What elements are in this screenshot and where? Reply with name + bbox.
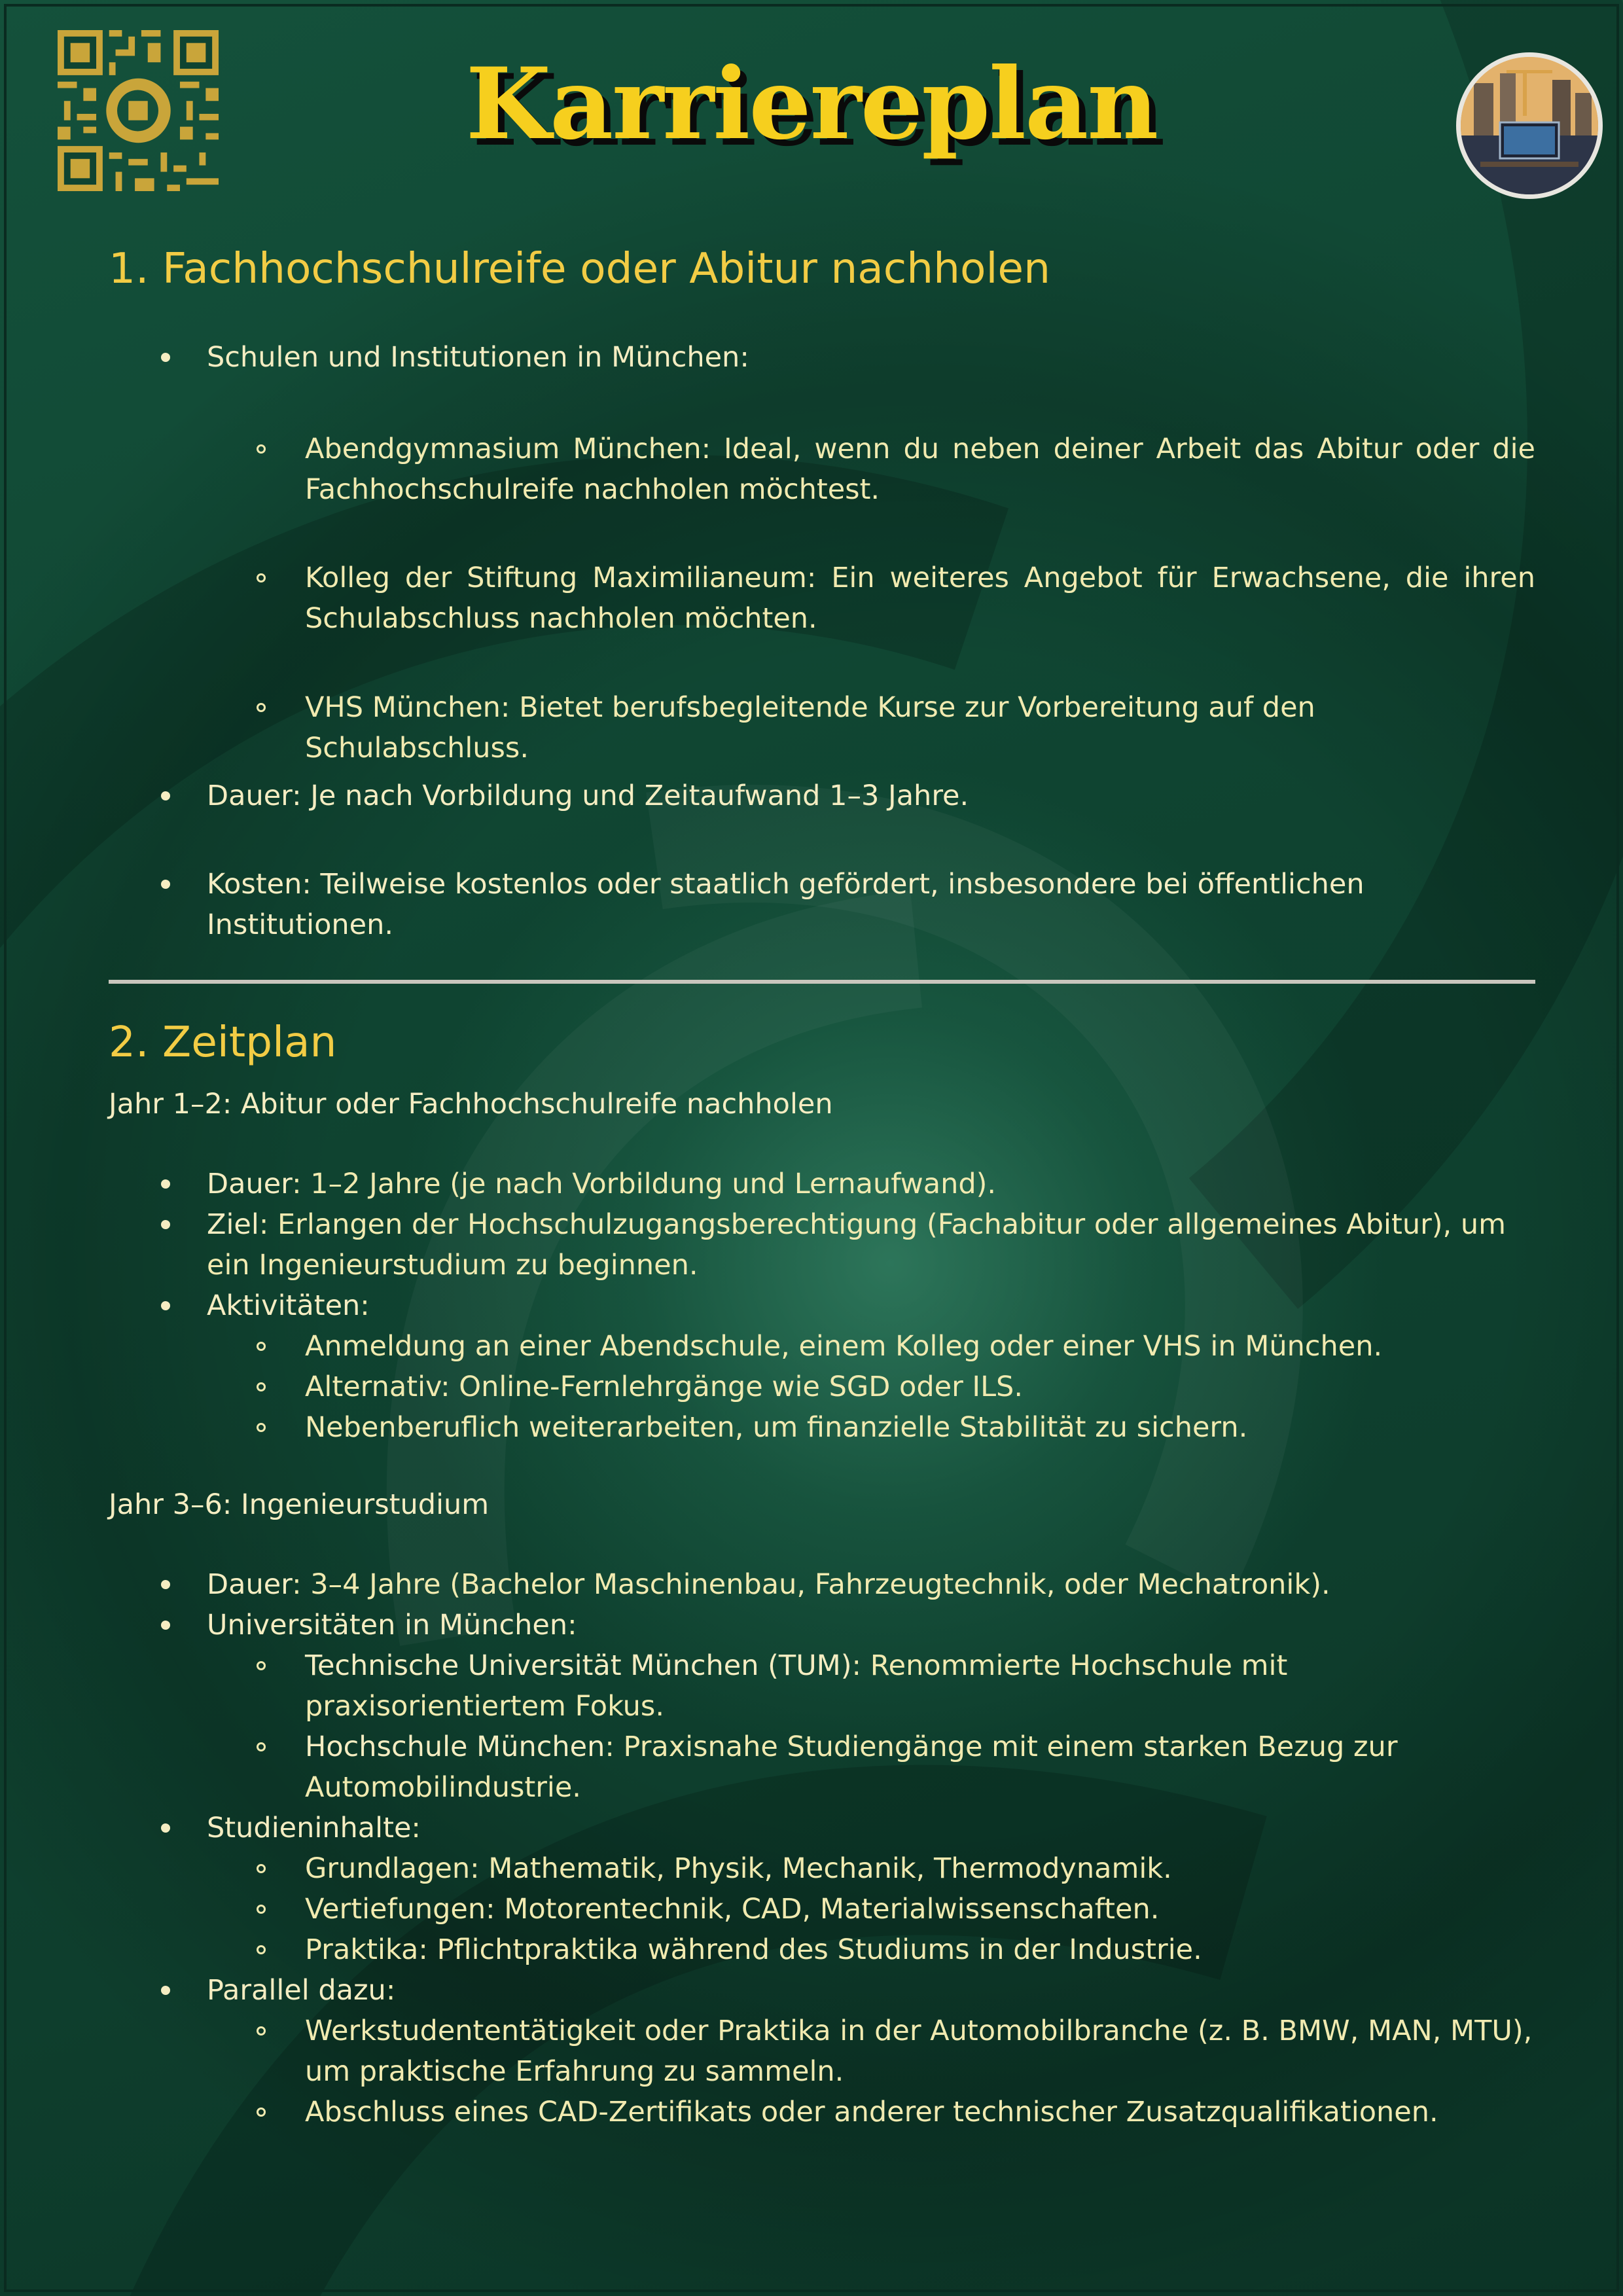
phase-2-parallel — [109, 1970, 1535, 2011]
uni-text: : Praxisnahe Studiengänge mit einem starken Bezug zur Automobilindustrie. — [305, 1731, 1398, 1804]
activities-colon: : — [360, 1289, 370, 1322]
activities-label: Aktivitäten — [207, 1289, 361, 1322]
parallel-colon: : — [385, 1974, 396, 2007]
duration-label: Dauer — [207, 1168, 293, 1200]
schools-list-3 — [109, 687, 1535, 768]
section-2 — [109, 1018, 1535, 2132]
section-1-list — [109, 337, 1535, 378]
costs-item: Kosten: Teilweise kostenlos oder staatlich gefördert, insbesondere bei öffentlichen Institutionen. — [109, 864, 1535, 945]
phase-1-activities — [109, 1285, 1535, 1326]
school-item: Kolleg der Stiftung Maximilianeum: Ein weiteres Angebot für Erwachsene, die ihren Schulabschluss nachholen möchten. — [109, 558, 1535, 639]
uni-name: Hochschule München — [305, 1731, 605, 1763]
uni-item — [109, 1727, 1535, 1808]
goal-text: : Erlangen der Hochschulzugangsberechtigung (Fachabitur oder allgemeines Abitur), um ein Ingenieurstudium zu beginnen. — [207, 1208, 1507, 1282]
phase-2-content — [109, 1808, 1535, 1848]
schools-label: Schulen und Institutionen in München: — [109, 337, 1535, 378]
parallel-item: Werkstudententätigkeit oder Praktika in der Automobilbranche (z. B. BMW, MAN, MTU), um praktische Erfahrung zu sammeln. — [109, 2011, 1535, 2092]
uni-name: Technische Universität München (TUM) — [305, 1649, 852, 1682]
goal-label: Ziel — [207, 1208, 259, 1241]
phase-2-unis — [109, 1605, 1535, 1645]
content-item: Praktika: Pflichtpraktika während des Studiums in der Industrie. — [109, 1929, 1535, 1970]
uni-text: : Renommierte Hochschule mit praxisorientiertem Fokus. — [305, 1649, 1288, 1723]
activity-item: Anmeldung an einer Abendschule, einem Kolleg oder einer VHS in München. — [109, 1326, 1535, 1367]
school-item: Abendgymnasium München: Ideal, wenn du neben deiner Arbeit das Abitur oder die Fachhochschulreife nachholen möchtest. — [109, 429, 1535, 510]
duration-label: Dauer — [207, 1568, 293, 1601]
content-label: Studieninhalte — [207, 1812, 412, 1844]
parallel-item: Abschluss eines CAD-Zertifikats oder anderer technischer Zusatzqualifikationen. — [109, 2092, 1535, 2132]
unis-colon: : — [567, 1609, 577, 1641]
workspace-photo — [1456, 52, 1603, 199]
content-colon: : — [411, 1812, 421, 1844]
content-item: Vertiefungen: Motorentechnik, CAD, Materialwissenschaften. — [109, 1889, 1535, 1929]
phase-2-title: Jahr 3–6: Ingenieurstudium — [109, 1488, 490, 1521]
section-1-heading: 1. Fachhochschulreife oder Abitur nachholen — [109, 244, 1050, 293]
unis-label: Universitäten in München — [207, 1609, 568, 1641]
schools-list-2 — [109, 558, 1535, 639]
phase-1-list — [109, 1164, 1535, 1448]
phase-2-duration — [109, 1564, 1535, 1605]
phase-2-list — [109, 1564, 1535, 2132]
duration-list — [109, 776, 1535, 816]
schools-list — [109, 429, 1535, 510]
parallel-label: Parallel dazu — [207, 1974, 386, 2007]
page-title: Karriereplan — [465, 46, 1158, 162]
phase-1-duration — [109, 1164, 1535, 1204]
costs-list — [109, 864, 1535, 945]
phase-1-goal — [109, 1204, 1535, 1285]
duration-text: : 1–2 Jahre (je nach Vorbildung und Lernaufwand). — [292, 1168, 997, 1200]
activity-item: Nebenberuflich weiterarbeiten, um finanzielle Stabilität zu sichern. — [109, 1407, 1535, 1448]
uni-item — [109, 1645, 1535, 1727]
section-2-heading: 2. Zeitplan — [109, 1018, 337, 1067]
duration-text: : 3–4 Jahre (Bachelor Maschinenbau, Fahrzeugtechnik, oder Mechatronik). — [292, 1568, 1330, 1601]
divider — [109, 980, 1535, 984]
content-item: Grundlagen: Mathematik, Physik, Mechanik, Thermodynamik. — [109, 1848, 1535, 1889]
duration-item: Dauer: Je nach Vorbildung und Zeitaufwand 1–3 Jahre. — [109, 776, 1535, 816]
phase-1-title: Jahr 1–2: Abitur oder Fachhochschulreife nachholen — [109, 1088, 833, 1121]
activity-item: Alternativ: Online-Fernlehrgänge wie SGD oder ILS. — [109, 1367, 1535, 1407]
school-item: VHS München: Bietet berufsbegleitende Kurse zur Vorbereitung auf den Schulabschluss. — [109, 687, 1535, 768]
